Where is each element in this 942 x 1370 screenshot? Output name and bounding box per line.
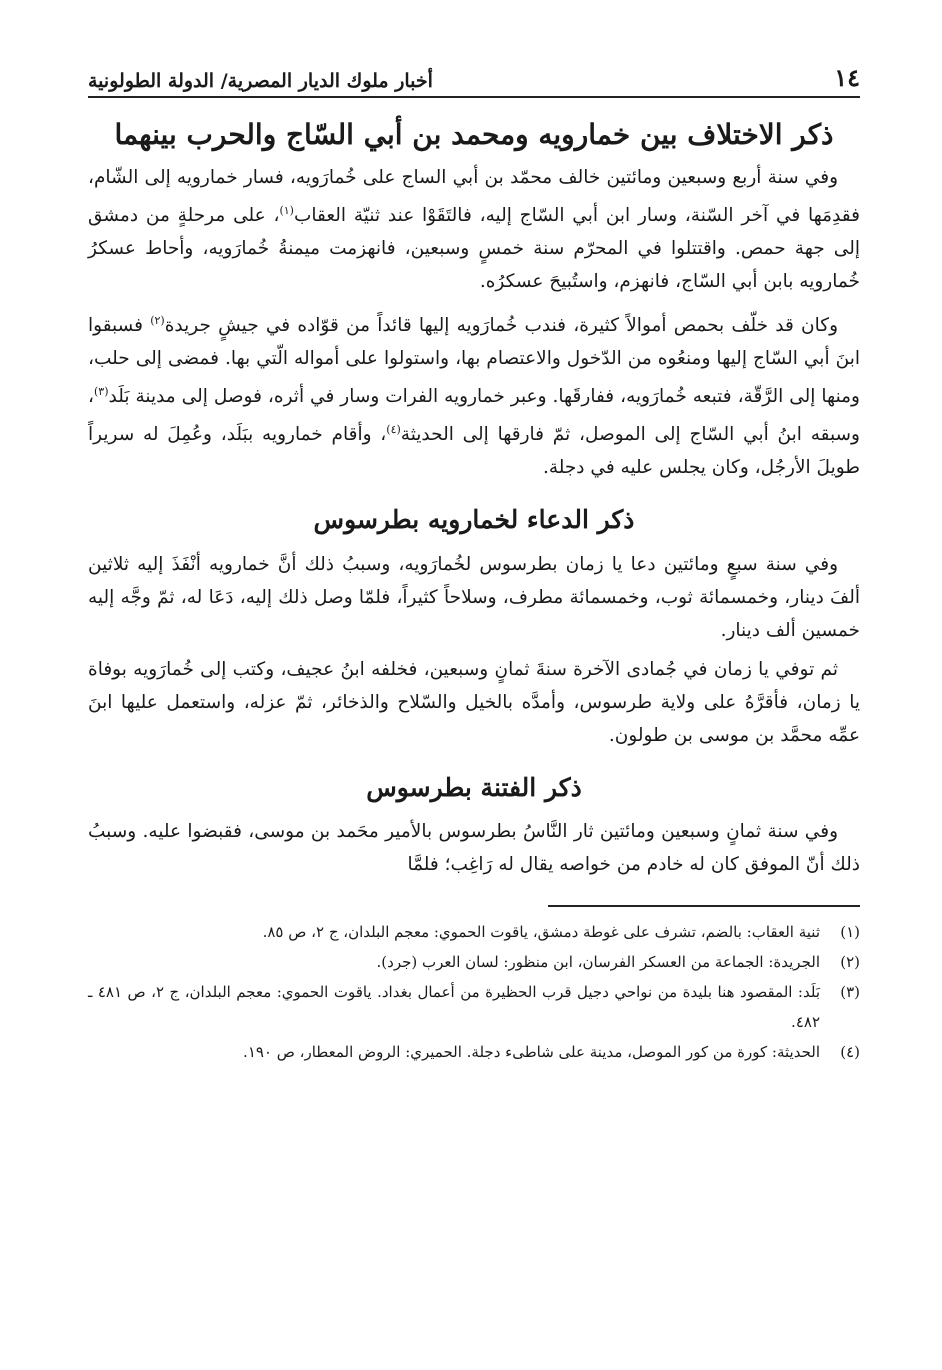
page-header [88, 52, 860, 92]
footnote-text: الحديثة: كورة من كور الموصل، مدينة على شاطىء دجلة. الحميري: الروض المعطار، ص ١٩٠. [243, 1043, 820, 1062]
footnote-separator [548, 905, 860, 907]
footnote [88, 1037, 860, 1067]
footnote-ref: (٣) [93, 385, 109, 399]
footnote [88, 977, 860, 1037]
section-heading: ذكر الدعاء لخمارويه بطرسوس [313, 505, 635, 535]
running-title: أخبار ملوك الديار المصرية/ الدولة الطولونية [88, 70, 433, 92]
footnote-ref: (٤) [386, 423, 401, 437]
footnote-ref: (٢) [150, 313, 165, 327]
paragraph: وكان قد خلّف بحمص أموالاً كثيرة، فندب خُمارَويه إليها قائداً من قوّاده في جيشٍ جريدة$^{(٢)}$ فسبقوا ابنَ أبي السّاج إليها ومنعُوه من الدّخول والاعتصام بها، واستولوا على أمواله الّتي بها. فمضى إلى حلب، ومنها إلى الرَّقّة، فتبعه خُمارَويه، ففارقَها. وعبر خمارويه الفرات وسار في أثره، فوصل إلى مدينة بَلَد$^{(٣)}$، وسبقه ابنُ أبي السّاج إلى الموصل، ثمّ فارقها إلى الحديثة$^{(٤)}$، وأقام خمارويه ببَلَد، وعُمِلَ له سريراً طويلَ الأرجُل، وكان يجلس عليه في دجلة. [88, 313, 860, 479]
footnote [88, 947, 860, 977]
section-heading: ذكر الاختلاف بين خمارويه ومحمد بن أبي السّاج والحرب بينهما [114, 118, 834, 151]
footnote [88, 917, 860, 947]
book-page [88, 52, 860, 1067]
footnote-text: ثنية العقاب: بالضم، تشرف على غوطة دمشق، ياقوت الحموي: معجم البلدان، ج ٢، ص ٨٥. [262, 923, 820, 942]
header-rule [88, 96, 860, 98]
footnote-number: (٤) [840, 1043, 860, 1062]
footnote-text: بَلَد: المقصود هنا بليدة من نواحي دجيل قرب الحظيرة من أعمال بغداد. ياقوت الحموي: معجم البلدان، ج ٢، ص ٤٨١ ـ ٤٨٢. [88, 983, 820, 1032]
footnote-ref: (١) [279, 203, 294, 217]
footnote-text: الجريدة: الجماعة من العسكر الفرسان، ابن منظور: لسان العرب (جرد). [376, 953, 820, 972]
paragraph: وفي سنة ثمانٍ وسبعين ومائتين ثار النَّاسُ بطرسوس بالأمير محَمد بن موسى، فقبضوا عليه. وسببُ ذلك أنّ الموفق كان له خادم من خواصه يقال له رَاغِب؛ فلمَّا [88, 821, 860, 876]
paragraph: ثم توفي يا زمان في جُمادى الآخرة سنةَ ثمانٍ وسبعين، فخلفه ابنُ عجيف، وكتب إلى خُمارَويه بوفاة يا زمان، فأقرَّهُ على ولاية طرسوس، وأمدَّه بالخيل والسّلاح والذخائر، ثمّ عزله، واستعمل عليها ابنَ عمِّه محمَّد بن موسى بن طولون. [88, 658, 860, 746]
footnotes [88, 917, 860, 1067]
page-number: ١٤ [834, 63, 860, 92]
footnote-number: (٢) [840, 953, 860, 972]
section-heading: ذكر الفتنة بطرسوس [366, 772, 582, 802]
paragraph: وفي سنة أربع وسبعين ومائتين خالف محمّد بن أبي الساج على خُمارَويه، فسار خمارويه إلى الشّام، فقدِمَها في آخر السّنة، وسار ابن أبي السّاج إليه، فالتَقَوْا عند ثنيّة العقاب$^{(١)}$، على مرحلةٍ من دمشق إلى جهة حمص. واقتتلوا في المحرّم سنة خمسٍ وسبعين، فانهزمت ميمنةُ خُمارَويه، وأحاط عسكرُ خُمارويه بابن أبي السّاج، فانهزم، واستُبيحَ عسكرُه. [88, 166, 860, 292]
footnote-number: (٣) [840, 983, 860, 1002]
paragraph: وفي سنة سبعٍ ومائتين دعا يا زمان بطرسوس لخُمارَويه، وسببُ ذلك أنَّ خمارويه أنْفَذَ إليه ثلاثين ألفَ دينار، وخمسمائة ثوب، وخمسمائة مطرف، وسلاحاً كثيراً، فلمّا وصل ذلك إليه، دَعَا له، ثمّ وجَّه إليه خمسين ألف دينار. [88, 553, 860, 641]
footnote-number: (١) [840, 923, 860, 942]
